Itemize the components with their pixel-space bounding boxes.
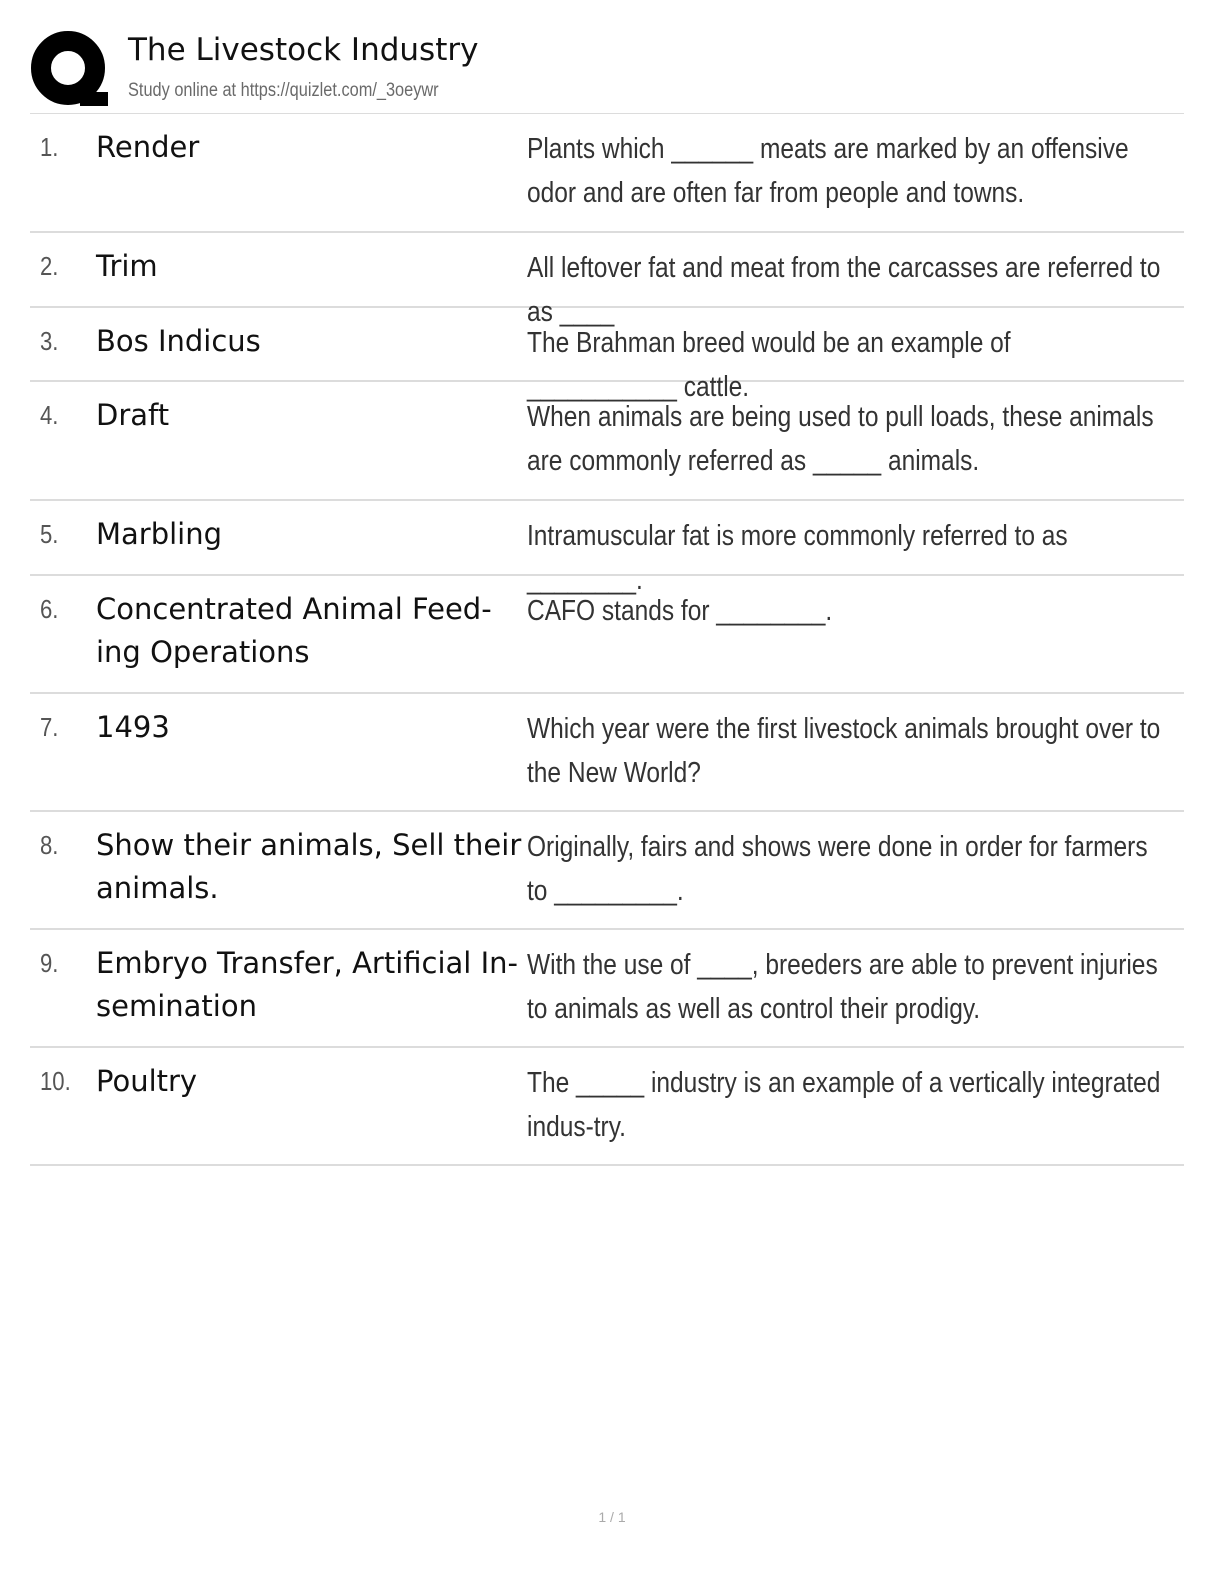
flashcard-row	[30, 308, 1184, 403]
card-number: 3.	[40, 326, 59, 356]
flashcard-row	[30, 501, 1184, 596]
card-number: 9.	[40, 948, 59, 978]
flashcard-row	[30, 1048, 1184, 1166]
card-term: Draft	[96, 398, 170, 432]
card-number: 2.	[40, 251, 59, 281]
card-number: 5.	[40, 519, 59, 549]
card-number: 4.	[40, 400, 59, 430]
header	[30, 28, 1184, 114]
card-definition: The Brahman breed would be an example of ___________ cattle.	[527, 327, 1011, 403]
flashcard-row	[30, 576, 1184, 694]
flashcard-row	[30, 694, 1184, 812]
card-definition: Intramuscular fat is more commonly referred to as ________.	[527, 520, 1068, 596]
card-definition: All leftover fat and meat from the carcasses are referred to as ____	[527, 252, 1161, 328]
card-definition: Plants which ______ meats are marked by an offensive odor and are often far from people and towns.	[527, 133, 1129, 209]
card-number: 6.	[40, 594, 59, 624]
card-term: Concentrated Animal Feed-ing Operations	[96, 592, 492, 669]
flashcard-row	[30, 382, 1184, 501]
card-number: 7.	[40, 712, 59, 742]
card-number: 10.	[40, 1066, 71, 1096]
flashcard-row	[30, 114, 1184, 233]
flashcard-row	[30, 233, 1184, 328]
flashcard-row	[30, 812, 1184, 930]
page-title: The Livestock Industry	[128, 32, 479, 68]
card-term: 1493	[96, 710, 170, 744]
card-term: Poultry	[96, 1064, 198, 1098]
quizlet-logo-icon	[30, 30, 110, 110]
card-term: Bos Indicus	[96, 324, 261, 358]
card-definition: CAFO stands for ________.	[527, 595, 833, 627]
study-online-link[interactable]: Study online at https://quizlet.com/_3oeywr	[128, 80, 439, 101]
card-number: 1.	[40, 132, 59, 162]
card-definition: With the use of ____, breeders are able to prevent injuries to animals as well as control their prodigy.	[527, 949, 1158, 1025]
card-number: 8.	[40, 830, 59, 860]
card-term: Render	[96, 130, 200, 164]
flashcard-row	[30, 930, 1184, 1048]
card-term: Marbling	[96, 517, 223, 551]
card-term: Show their animals, Sell their animals.	[96, 828, 522, 905]
card-term: Trim	[96, 249, 158, 283]
card-definition: Which year were the first livestock animals brought over to the New World?	[527, 713, 1161, 789]
card-definition: Originally, fairs and shows were done in order for farmers to _________.	[527, 831, 1148, 907]
card-term: Embryo Transfer, Artificial In-semination	[96, 946, 518, 1023]
page-number: 1 / 1	[598, 1509, 626, 1525]
flashcard-list	[30, 114, 1184, 1166]
card-definition: The _____ industry is an example of a vertically integrated indus-try.	[527, 1067, 1161, 1143]
card-definition: When animals are being used to pull loads, these animals are commonly referred as _____ animals.	[527, 401, 1154, 477]
